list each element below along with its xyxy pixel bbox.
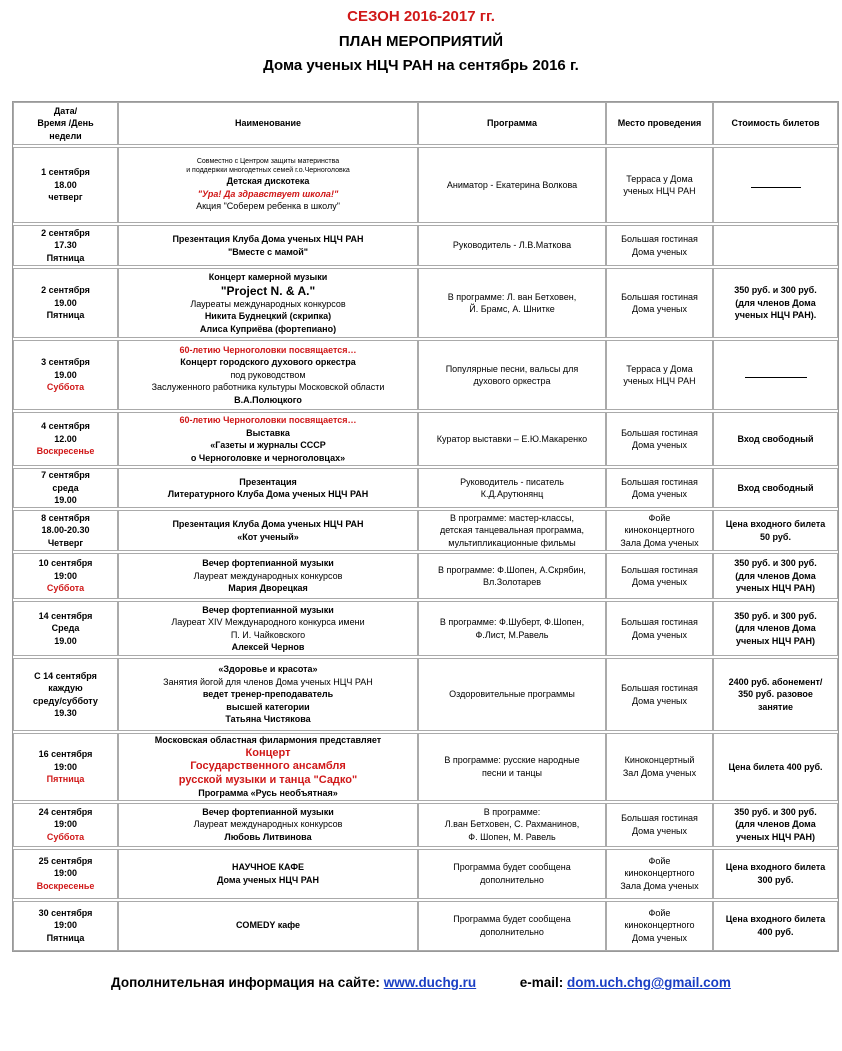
event-name-cell — [118, 658, 418, 731]
date-line: 18.00-20.30 — [41, 525, 90, 536]
event-place-cell — [606, 412, 713, 466]
date-line: 17.30 — [54, 240, 77, 251]
date-line: каждую — [48, 683, 83, 693]
place-line: Дома ученых — [631, 304, 688, 314]
place-line: Зал Дома ученых — [622, 767, 697, 778]
price-line: 400 руб. — [757, 926, 794, 937]
price-line: занятие — [758, 701, 793, 712]
price-line: 350 руб. и 300 руб. — [734, 558, 817, 569]
event-price-cell — [713, 468, 838, 508]
name-line: "Ура! Да здравствует школа!" — [197, 188, 339, 199]
date-line: Пятница — [46, 252, 85, 263]
event-place-cell — [606, 849, 713, 899]
date-line: Суббота — [46, 382, 85, 393]
event-price-cell — [713, 658, 838, 731]
event-program-cell — [418, 901, 606, 951]
name-line: 60-летию Черноголовки посвящается… — [179, 344, 357, 355]
date-line: Пятница — [46, 774, 85, 784]
name-line: Занятия йогой для членов Дома ученых НЦЧ РАН — [163, 676, 373, 687]
website-link[interactable]: www.duchg.ru — [383, 975, 477, 990]
place-line: киноконцертного — [624, 868, 695, 879]
event-program-cell — [418, 733, 606, 801]
event-program-cell — [418, 147, 606, 223]
date-line: 2 сентября — [41, 227, 90, 238]
event-program-cell — [418, 849, 606, 899]
name-line: Вечер фортепианной музыки — [202, 806, 334, 817]
program-line: Руководитель - Л.В.Маткова — [452, 240, 572, 251]
page-subtitle: Дома ученых НЦЧ РАН на сентябрь 2016 г. — [263, 57, 579, 74]
table-row — [13, 510, 838, 551]
name-line: Алиса Куприёва (фортепиано) — [199, 323, 337, 334]
event-date-cell — [13, 412, 118, 466]
no-price-dash — [751, 186, 801, 188]
event-place-cell — [606, 803, 713, 847]
event-price-cell — [713, 849, 838, 899]
name-line: о Черноголовке и черноголовцах» — [190, 452, 346, 463]
footer-info — [0, 975, 842, 990]
event-name-cell — [118, 733, 418, 801]
date-line: 24 сентября — [38, 806, 93, 817]
event-place-cell — [606, 733, 713, 801]
date-line: Воскресенье — [36, 446, 95, 457]
name-line: COMEDY кафе — [235, 920, 301, 931]
event-date-cell — [13, 268, 118, 338]
program-line: Аниматор - Екатерина Волкова — [446, 179, 578, 190]
date-line: Воскресенье — [36, 880, 95, 891]
name-line: НАУЧНОЕ КАФЕ — [231, 862, 305, 872]
price-line: Цена входного билета — [725, 862, 826, 872]
program-line: детская танцевальная программа, — [439, 525, 585, 536]
place-line: Фойе — [648, 907, 671, 918]
name-line: П. И. Чайковского — [230, 629, 306, 640]
place-line: Большая гостиная — [621, 291, 698, 302]
program-line: В программе: Ф.Шуберт, Ф.Шопен, — [439, 617, 585, 627]
event-name-cell — [118, 553, 418, 599]
event-name-cell — [118, 601, 418, 656]
event-place-cell — [606, 901, 713, 951]
price-line: 350 руб. и 300 руб. — [734, 285, 817, 296]
name-line: и поддержки многодетных семей г.о.Черноголовка — [186, 167, 350, 175]
name-line: Татьяна Чистякова — [225, 714, 311, 725]
program-line: мультипликационные фильмы — [448, 537, 576, 548]
place-line: Дома ученых — [631, 440, 688, 450]
event-program-cell — [418, 601, 606, 656]
table-row — [13, 225, 838, 266]
date-line: Суббота — [46, 583, 85, 594]
place-line: Дома ученых — [631, 629, 688, 640]
name-line: Выставка — [246, 427, 290, 438]
event-program-cell — [418, 268, 606, 338]
table-row — [13, 733, 838, 801]
name-line: Акция "Соберем ребенка в школу" — [196, 201, 340, 212]
price-line: 350 руб. и 300 руб. — [734, 806, 817, 817]
event-date-cell — [13, 658, 118, 731]
date-line: 12.00 — [54, 433, 77, 444]
price-line: Вход свободный — [737, 433, 814, 444]
program-line: Программа будет сообщена — [453, 862, 571, 872]
date-line: Четверг — [47, 537, 84, 548]
place-line: Фойе — [648, 855, 671, 866]
price-line: Вход свободный — [737, 482, 814, 493]
place-line: Дома ученых — [631, 489, 688, 499]
table-row — [13, 268, 838, 338]
name-line: Дома ученых НЦЧ РАН — [217, 874, 319, 885]
date-line: среда — [52, 482, 79, 493]
place-line: Зала Дома ученых — [620, 880, 699, 891]
date-line: 19:00 — [53, 819, 78, 830]
events-table — [12, 101, 839, 952]
event-price-cell — [713, 510, 838, 551]
name-line: Московская областная филармония представляет — [154, 735, 382, 745]
program-line: Руководитель - писатель — [460, 476, 564, 487]
name-line: Литературного Клуба Дома ученых НЦЧ РАН — [167, 489, 369, 499]
place-line: Большая гостиная — [621, 564, 698, 575]
name-line: Детская дискотека — [226, 176, 310, 187]
event-name-cell — [118, 849, 418, 899]
place-line: Большая гостиная — [621, 234, 698, 244]
name-line: Любовь Литвинова — [224, 831, 312, 842]
program-line: В программе: мастер-классы, — [449, 512, 575, 523]
event-date-cell — [13, 147, 118, 223]
footer-email-label: e-mail: — [519, 975, 564, 990]
col-program-header: Программа — [418, 102, 606, 145]
event-date-cell — [13, 733, 118, 801]
event-name-cell — [118, 340, 418, 410]
program-line: Программа будет сообщена — [453, 914, 571, 924]
date-line: среду/субботу — [33, 695, 98, 706]
event-price-cell — [713, 412, 838, 466]
event-date-cell — [13, 468, 118, 508]
event-price-cell — [713, 733, 838, 801]
date-line: 19:00 — [53, 570, 78, 581]
event-program-cell — [418, 468, 606, 508]
place-line: Дома ученых — [631, 825, 688, 836]
price-line: 50 руб. — [760, 531, 791, 542]
date-line: 1 сентября — [41, 167, 90, 178]
place-line: Большая гостиная — [621, 813, 698, 823]
date-line: 10 сентября — [38, 558, 93, 569]
event-name-cell — [118, 468, 418, 508]
place-line: Дома ученых — [631, 932, 688, 943]
place-line: киноконцертного — [624, 525, 695, 536]
table-header-row — [13, 102, 838, 145]
col-place-header: Место проведения — [606, 102, 713, 145]
event-price-cell — [713, 901, 838, 951]
event-price-cell — [713, 803, 838, 847]
event-price-cell — [713, 553, 838, 599]
price-line: 300 руб. — [757, 874, 794, 885]
date-line: 8 сентября — [41, 512, 90, 523]
event-price-cell — [713, 147, 838, 223]
price-line: 350 руб. разовое — [738, 689, 813, 700]
col-date-header: Дата/ Время /День недели — [13, 102, 118, 145]
program-line: песни и танцы — [481, 767, 543, 778]
date-line: 7 сентября — [41, 470, 90, 481]
event-name-cell — [118, 901, 418, 951]
program-line: духового оркестра — [473, 376, 551, 386]
date-line: 25 сентября — [38, 855, 93, 866]
table-row — [13, 803, 838, 847]
date-line: 16 сентября — [38, 749, 93, 759]
name-line: Программа «Русь необъятная» — [198, 788, 338, 798]
event-price-cell — [713, 340, 838, 410]
name-line: В.А.Полюцкого — [234, 394, 302, 405]
event-place-cell — [606, 268, 713, 338]
event-place-cell — [606, 340, 713, 410]
name-line: "Project N. & A." — [220, 283, 316, 298]
event-place-cell — [606, 225, 713, 266]
program-line: Куратор выставки – Е.Ю.Макаренко — [436, 433, 588, 444]
name-line: Концерт городского духового оркестра — [180, 357, 356, 368]
date-line: четверг — [48, 192, 83, 203]
name-line: Вечер фортепианной музыки — [202, 558, 334, 569]
program-line: Й. Брамс, А. Шнитке — [469, 304, 555, 314]
price-line: 2400 руб. абонемент/ — [728, 676, 823, 687]
table-row — [13, 553, 838, 599]
event-place-cell — [606, 510, 713, 551]
event-date-cell — [13, 803, 118, 847]
date-line: 19:00 — [53, 920, 78, 931]
place-line: Дома ученых — [631, 695, 688, 706]
event-date-cell — [13, 225, 118, 266]
name-line: «Здоровье и красота» — [218, 664, 318, 675]
program-line: Ф. Шопен, М. Равель — [468, 831, 556, 842]
table-row — [13, 658, 838, 731]
place-line: киноконцертного — [624, 920, 695, 931]
name-line: высшей категории — [226, 701, 310, 712]
name-line: Концерт — [245, 746, 291, 759]
date-line: Среда — [51, 623, 80, 634]
price-line: (для членов Дома — [735, 297, 816, 308]
event-program-cell — [418, 553, 606, 599]
event-name-cell — [118, 147, 418, 223]
no-price-dash — [745, 376, 807, 378]
name-line: ведет тренер-преподаватель — [202, 689, 334, 700]
date-line: 19.00 — [54, 495, 77, 506]
date-line: Пятница — [46, 310, 85, 321]
event-program-cell — [418, 658, 606, 731]
name-line: Мария Дворецкая — [228, 583, 308, 594]
program-line: Популярные песни, вальсы для — [445, 363, 579, 374]
name-line: Лауреат международных конкурсов — [193, 819, 343, 830]
name-line: Презентация Клуба Дома ученых НЦЧ РАН — [172, 519, 364, 529]
table-row — [13, 601, 838, 656]
event-price-cell — [713, 268, 838, 338]
name-line: Государственного ансамбля — [190, 760, 346, 772]
name-line: Лауреат международных конкурсов — [193, 570, 343, 581]
name-line: Концерт камерной музыки — [208, 272, 328, 282]
name-line: русской музыки и танца "Садко" — [178, 773, 358, 786]
program-line: В программе: Л. ван Бетховен, — [447, 291, 577, 302]
event-program-cell — [418, 340, 606, 410]
footer-site-label: Дополнительная информация на сайте: — [111, 975, 380, 990]
program-line: К.Д.Арутюнянц — [480, 489, 544, 499]
name-line: Презентация Клуба Дома ученых НЦЧ РАН — [172, 234, 364, 244]
name-line: Алексей Чернов — [231, 642, 305, 652]
price-line: (для членов Дома — [735, 570, 816, 581]
date-line: 30 сентября — [38, 907, 93, 918]
name-line: Лауреаты международных конкурсов — [190, 298, 346, 309]
event-program-cell — [418, 225, 606, 266]
table-row — [13, 147, 838, 223]
date-line: 19.00 — [54, 635, 77, 646]
event-date-cell — [13, 553, 118, 599]
price-line: (для членов Дома — [735, 623, 816, 634]
event-name-cell — [118, 510, 418, 551]
event-place-cell — [606, 553, 713, 599]
event-place-cell — [606, 601, 713, 656]
name-line: Лауреат XIV Международного конкурса имени — [171, 617, 365, 627]
season-title: СЕЗОН 2016-2017 гг. — [347, 8, 495, 25]
place-line: Киноконцертный — [624, 755, 695, 766]
place-line: Дома ученых — [631, 577, 688, 587]
price-line: Цена билета 400 руб. — [728, 761, 823, 772]
date-line: 4 сентября — [41, 421, 90, 432]
name-line: под руководством — [230, 369, 306, 380]
place-line: Зала Дома ученых — [620, 537, 699, 548]
event-name-cell — [118, 225, 418, 266]
place-line: Большая гостиная — [621, 476, 698, 487]
program-line: В программе: — [483, 806, 541, 817]
event-name-cell — [118, 412, 418, 466]
event-name-cell — [118, 268, 418, 338]
table-row — [13, 340, 838, 410]
event-date-cell — [13, 510, 118, 551]
date-line: 19:00 — [53, 868, 78, 879]
name-line: «Кот ученый» — [237, 531, 299, 542]
price-line: Цена входного билета — [725, 519, 826, 529]
date-line: 18.00 — [54, 179, 77, 190]
event-program-cell — [418, 803, 606, 847]
place-line: Фойе — [648, 512, 671, 523]
program-line: Вл.Золотарев — [483, 577, 541, 587]
event-price-cell — [713, 601, 838, 656]
place-line: Терраса у Дома — [626, 173, 693, 184]
date-line: 19:00 — [53, 761, 78, 772]
date-line: 2 сентября — [41, 285, 90, 296]
program-line: дополнительно — [480, 874, 544, 885]
name-line: Презентация — [239, 476, 297, 487]
event-program-cell — [418, 510, 606, 551]
price-line: ученых НЦЧ РАН). — [734, 310, 817, 321]
name-line: "Вместе с мамой" — [227, 246, 309, 257]
plan-title: ПЛАН МЕРОПРИЯТИЙ — [338, 33, 504, 50]
place-line: Большая гостиная — [621, 617, 698, 627]
event-date-cell — [13, 601, 118, 656]
place-line: Большая гостиная — [621, 427, 698, 438]
event-price-cell — [713, 225, 838, 266]
date-line: 3 сентября — [41, 357, 90, 368]
name-line: Совместно с Центром защиты материнства — [196, 158, 340, 166]
table-row — [13, 901, 838, 951]
event-name-cell — [118, 803, 418, 847]
date-line: С 14 сентября — [34, 670, 97, 681]
event-place-cell — [606, 147, 713, 223]
place-line: Большая гостиная — [621, 683, 698, 693]
date-line: Суббота — [46, 831, 85, 842]
date-line: 19.30 — [54, 708, 77, 718]
program-line: Оздоровительные программы — [449, 689, 575, 700]
place-line: ученых НЦЧ РАН — [623, 376, 696, 386]
event-place-cell — [606, 658, 713, 731]
col-price-header: Стоимость билетов — [713, 102, 838, 145]
table-row — [13, 468, 838, 508]
name-line: 60-летию Черноголовки посвящается… — [179, 415, 357, 425]
price-line: 350 руб. и 300 руб. — [734, 610, 817, 621]
price-line: (для членов Дома — [735, 819, 816, 830]
program-line: Л.ван Бетховен, С. Рахманинов, — [444, 819, 580, 830]
program-line: дополнительно — [480, 926, 544, 937]
event-date-cell — [13, 849, 118, 899]
date-line: 14 сентября — [38, 610, 93, 621]
place-line: Терраса у Дома — [626, 363, 693, 374]
table-row — [13, 849, 838, 899]
event-date-cell — [13, 901, 118, 951]
table-row — [13, 412, 838, 466]
program-line: В программе: русские народные — [444, 755, 580, 766]
date-line: 19.00 — [54, 297, 77, 308]
place-line: ученых НЦЧ РАН — [623, 186, 696, 196]
name-line: Никита Буднецкий (скрипка) — [204, 311, 332, 321]
name-line: «Газеты и журналы СССР — [210, 440, 326, 450]
email-link[interactable]: dom.uch.chg@gmail.com — [567, 975, 731, 990]
place-line: Дома ученых — [631, 246, 688, 257]
date-line: 19.00 — [54, 369, 77, 380]
col-name-header: Наименование — [118, 102, 418, 145]
name-line: Вечер фортепианной музыки — [202, 604, 334, 615]
price-line: ученых НЦЧ РАН) — [736, 583, 815, 594]
event-program-cell — [418, 412, 606, 466]
name-line: Заслуженного работника культуры Московской области — [151, 382, 385, 393]
event-place-cell — [606, 468, 713, 508]
program-line: Ф.Лист, М.Равель — [475, 629, 549, 640]
event-date-cell — [13, 340, 118, 410]
price-line: Цена входного билета — [725, 914, 826, 924]
price-line: ученых НЦЧ РАН) — [736, 831, 815, 842]
program-line: В программе: Ф.Шопен, А.Скрябин, — [438, 564, 586, 575]
price-line: ученых НЦЧ РАН) — [736, 635, 815, 646]
date-line: Пятница — [46, 932, 85, 943]
